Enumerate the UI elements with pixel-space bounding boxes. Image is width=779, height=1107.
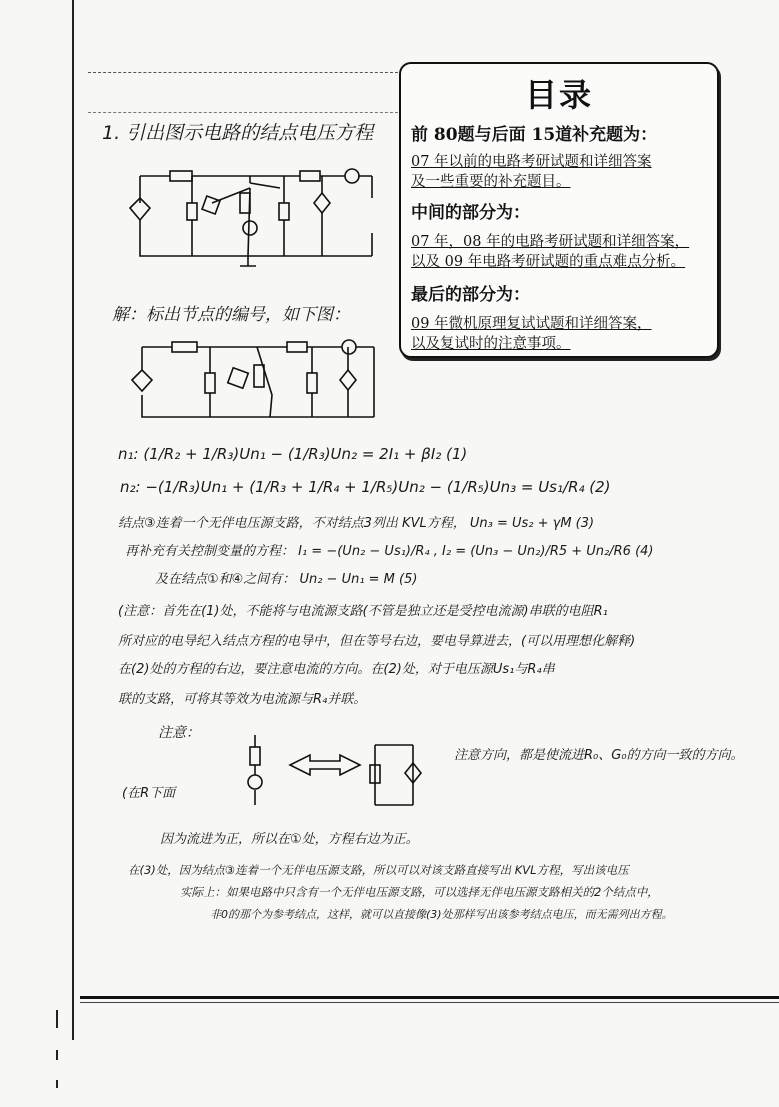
margin-line bbox=[72, 0, 74, 1040]
toc-part3-line1: 09 年微机原理复试试题和详细答案， bbox=[411, 316, 652, 332]
equation-1: n₁: (1/R₂ + 1/R₃)Un₁ − (1/R₃)Un₂ = 2I₁ + βI₂ (1) bbox=[118, 445, 468, 463]
equation-3: 结点③连着一个无伴电压源支路，不对结点3列出 KVL方程， Un₃ = Us₂ + γM (3) bbox=[118, 516, 595, 531]
note-line-6: 实际上：如果电路中只含有一个无伴电压源支路，可以选择无伴电压源支路相关的2个结点中， bbox=[180, 885, 659, 899]
toc-title: 目录 bbox=[524, 76, 593, 114]
current-direction-note: 因为流进为正，所以在①处，方程右边为正。 bbox=[160, 832, 419, 847]
circuit-diagram-1 bbox=[100, 148, 380, 273]
note-label: 注意： bbox=[158, 725, 200, 741]
problem-title: 1. 引出图示电路的结点电压方程 bbox=[102, 122, 374, 144]
equation-2: n₂: −(1/R₃)Un₁ + (1/R₃ + 1/R₄ + 1/R₅)Un₂ − (1/R₅)Un₃ = Us₁/R₄ (2) bbox=[120, 478, 611, 496]
toc-part2-line2: 以及 09 年电路考研试题的重点难点分析。 bbox=[411, 254, 686, 270]
dashed-rule-mid bbox=[88, 112, 398, 113]
note-line-7: 非0的那个为参考结点，这样，就可以直接像(3)处那样写出该参考结点电压，而无需列出方程。 bbox=[210, 908, 673, 921]
note-line-3: 在(2)处的方程的右边，要注意电流的方向。在(2)处，对于电压源Us₁与R₄串 bbox=[118, 662, 555, 677]
note-line-4: 联的支路，可将其等效为电流源与R₄并联。 bbox=[118, 692, 367, 707]
equation-5: 及在结点①和④之间有： Un₂ − Un₁ = M (5) bbox=[155, 572, 418, 587]
bottom-rule bbox=[80, 996, 779, 999]
dashed-rule-top bbox=[88, 72, 398, 73]
toc-middle-heading: 中间的部分为： bbox=[411, 203, 530, 223]
bottom-rule-thin bbox=[80, 1002, 779, 1003]
equation-4: 再补充有关控制变量的方程： I₁ = −(Un₂ − Us₁)/R₄ , I₂ = (Un₃ − Un₂)/R5 + Un₂/R6 (4) bbox=[125, 544, 654, 559]
table-of-contents-box bbox=[399, 62, 719, 358]
toc-part1-line1: 07 年以前的电路考研试题和详细答案 bbox=[411, 154, 652, 170]
note-line-5: 在(3)处，因为结点③连着一个无伴电压源支路，所以可以对该支路直接写出 KVL方程，写出该电压 bbox=[128, 863, 629, 877]
margin-tick bbox=[56, 1010, 58, 1028]
note-line-1: (注意：首先在(1)处，不能将与电流源支路(不管是独立还是受控电流源)串联的电阻R₁ bbox=[118, 604, 608, 619]
toc-intro: 前 80题与后面 15道补充题为： bbox=[411, 125, 658, 145]
solution-intro: 解：标出节点的编号，如下图： bbox=[112, 305, 350, 325]
source-equivalence-sketch bbox=[225, 735, 425, 825]
toc-part3-line2: 以及复试时的注意事项。 bbox=[411, 336, 571, 352]
note-line-2: 所对应的电导纪入结点方程的电导中，但在等号右边，要电导算进去，(可以用理想化解释) bbox=[118, 634, 636, 649]
toc-last-heading: 最后的部分为： bbox=[411, 285, 530, 305]
toc-part1-line2: 及一些重要的补充题目。 bbox=[411, 174, 571, 190]
circuit-diagram-2 bbox=[112, 325, 382, 425]
toc-part2-line1: 07 年，08 年的电路考研试题和详细答案， bbox=[411, 234, 690, 250]
side-label: (在R下面 bbox=[122, 786, 176, 801]
direction-note: 注意方向，都是使流进R₀、G₀的方向一致的方向。 bbox=[454, 748, 744, 763]
margin-tick bbox=[56, 1050, 58, 1060]
margin-tick bbox=[56, 1080, 58, 1088]
